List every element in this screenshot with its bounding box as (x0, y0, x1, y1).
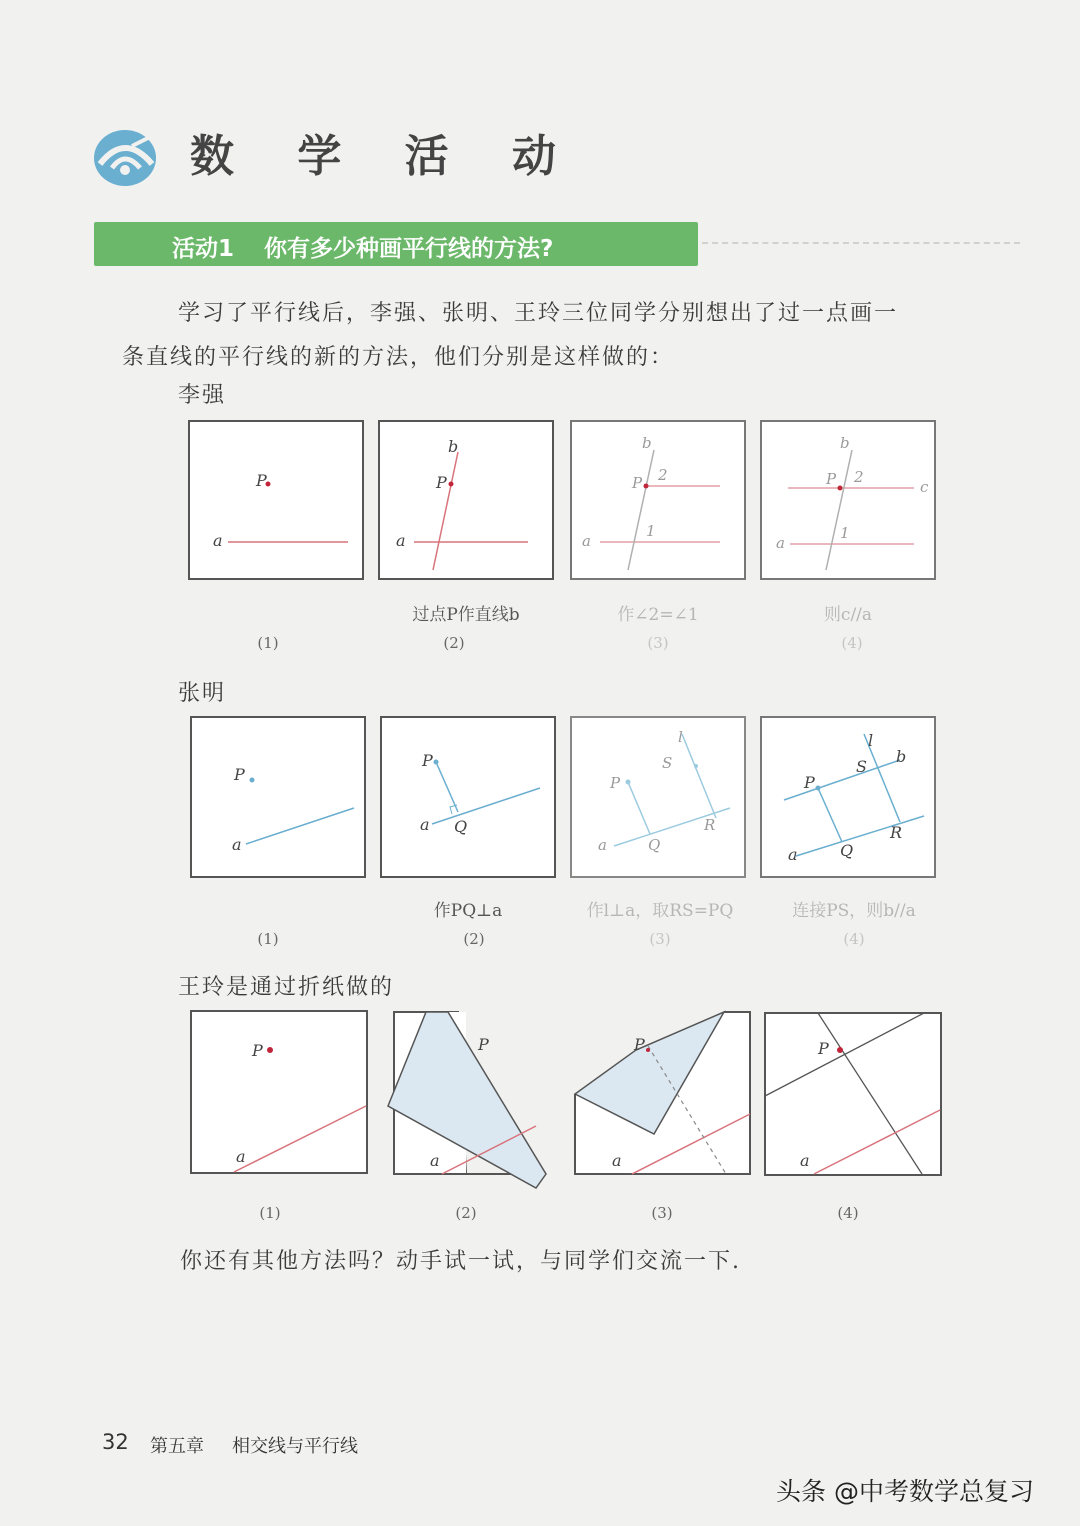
line-a-label: a (612, 1151, 622, 1170)
wang-ling-number-1: (1) (259, 1204, 281, 1222)
wang-ling-figure-3 (574, 1010, 752, 1176)
point-p-label: P (478, 1035, 489, 1054)
line-a-label: a (776, 534, 785, 552)
point-p-label: P (818, 1039, 829, 1058)
li-qiang-caption-2: 过点P作直线b (412, 605, 520, 625)
point-s-label: S (856, 757, 867, 776)
point-q-label: Q (840, 841, 854, 860)
point-r-label: R (704, 816, 716, 834)
point-q-label: Q (454, 817, 468, 836)
point-q-label: Q (648, 836, 661, 854)
zhang-ming-caption-4: 连接PS，则b//a (792, 901, 916, 921)
activity-number: 活动1 (172, 236, 235, 262)
activity-header-icon (92, 124, 158, 188)
line-b-label: b (896, 747, 907, 766)
point-p-label: P (826, 470, 837, 488)
zhang-ming-figure-3 (570, 716, 746, 878)
line-a-label: a (598, 836, 607, 854)
angle-2-label: 2 (658, 466, 668, 484)
li-qiang-number-1: (1) (257, 634, 279, 652)
dashed-divider (702, 242, 1020, 244)
zhang-ming-caption-3: 作l⊥a，取RS=PQ (586, 901, 734, 921)
line-a-label: a (232, 835, 242, 854)
intro-line-1: 学习了平行线后，李强、张明、王玲三位同学分别想出了过一点画一 (178, 301, 899, 326)
point-p-label: P (422, 751, 433, 770)
wang-ling-heading: 王玲是通过折纸做的 (178, 975, 395, 1000)
wang-ling-figure-4 (764, 1012, 942, 1176)
line-b-label: b (840, 434, 850, 452)
li-qiang-figure-4 (760, 420, 936, 580)
point-p-label: P (634, 1035, 645, 1054)
page-number: 32 (102, 1430, 129, 1454)
line-a-label: a (396, 531, 406, 550)
zhang-ming-figure-1 (190, 716, 366, 878)
angle-2-label: 2 (854, 468, 864, 486)
watermark: 头条 @中考数学总复习 (776, 1477, 1034, 1506)
wang-ling-figure-2 (386, 1010, 552, 1192)
li-qiang-figure-2 (378, 420, 554, 580)
line-a-label: a (430, 1151, 440, 1170)
angle-1-label: 1 (646, 522, 656, 540)
zhang-ming-figure-4 (760, 716, 936, 878)
zhang-ming-heading: 张明 (178, 681, 227, 706)
li-qiang-heading: 李强 (178, 383, 227, 408)
point-s-label: S (662, 754, 673, 772)
zhang-ming-number-2: (2) (463, 930, 485, 948)
li-qiang-number-4: (4) (841, 634, 863, 652)
li-qiang-figure-3 (570, 420, 746, 580)
point-p-label: P (256, 471, 267, 490)
line-a-label: a (582, 532, 591, 550)
li-qiang-caption-3: 作∠2=∠1 (617, 605, 699, 625)
angle-1-label: 1 (840, 524, 850, 542)
zhang-ming-number-1: (1) (257, 930, 279, 948)
point-p-label: P (252, 1041, 263, 1060)
zhang-ming-number-3: (3) (649, 930, 671, 948)
li-qiang-figure-1 (188, 420, 364, 580)
line-b-label: b (448, 437, 459, 456)
chapter-title: 相交线与平行线 (232, 1436, 358, 1457)
line-b-label: b (642, 434, 652, 452)
point-p-label: P (804, 773, 815, 792)
line-a-label: a (788, 845, 798, 864)
line-l-label: l (678, 728, 683, 746)
li-qiang-number-2: (2) (443, 634, 465, 652)
chapter-number: 第五章 (150, 1436, 204, 1457)
wang-ling-number-3: (3) (651, 1204, 673, 1222)
page-title: 数 学 活 动 (190, 131, 580, 182)
zhang-ming-number-4: (4) (843, 930, 865, 948)
point-p-label: P (632, 474, 643, 492)
point-p-label: P (436, 473, 447, 492)
zhang-ming-figure-2 (380, 716, 556, 878)
intro-line-2: 条直线的平行线的新的方法，他们分别是这样做的： (122, 345, 675, 370)
closing-question: 你还有其他方法吗？动手试一试，与同学们交流一下. (180, 1249, 741, 1274)
wang-ling-number-4: (4) (837, 1204, 859, 1222)
point-p-label: P (610, 774, 621, 792)
li-qiang-number-3: (3) (647, 634, 669, 652)
activity-title: 你有多少种画平行线的方法? (264, 236, 554, 262)
li-qiang-caption-4: 则c//a (823, 605, 873, 625)
wang-ling-figure-1 (190, 1010, 368, 1174)
line-a-label: a (420, 815, 430, 834)
line-l-label: l (868, 731, 874, 750)
line-a-label: a (213, 531, 223, 550)
zhang-ming-caption-2: 作PQ⊥a (433, 901, 503, 921)
point-p-label: P (234, 765, 245, 784)
point-r-label: R (890, 823, 903, 842)
line-c-label: c (920, 478, 929, 496)
line-a-label: a (236, 1147, 246, 1166)
line-a-label: a (800, 1151, 810, 1170)
wang-ling-number-2: (2) (455, 1204, 477, 1222)
